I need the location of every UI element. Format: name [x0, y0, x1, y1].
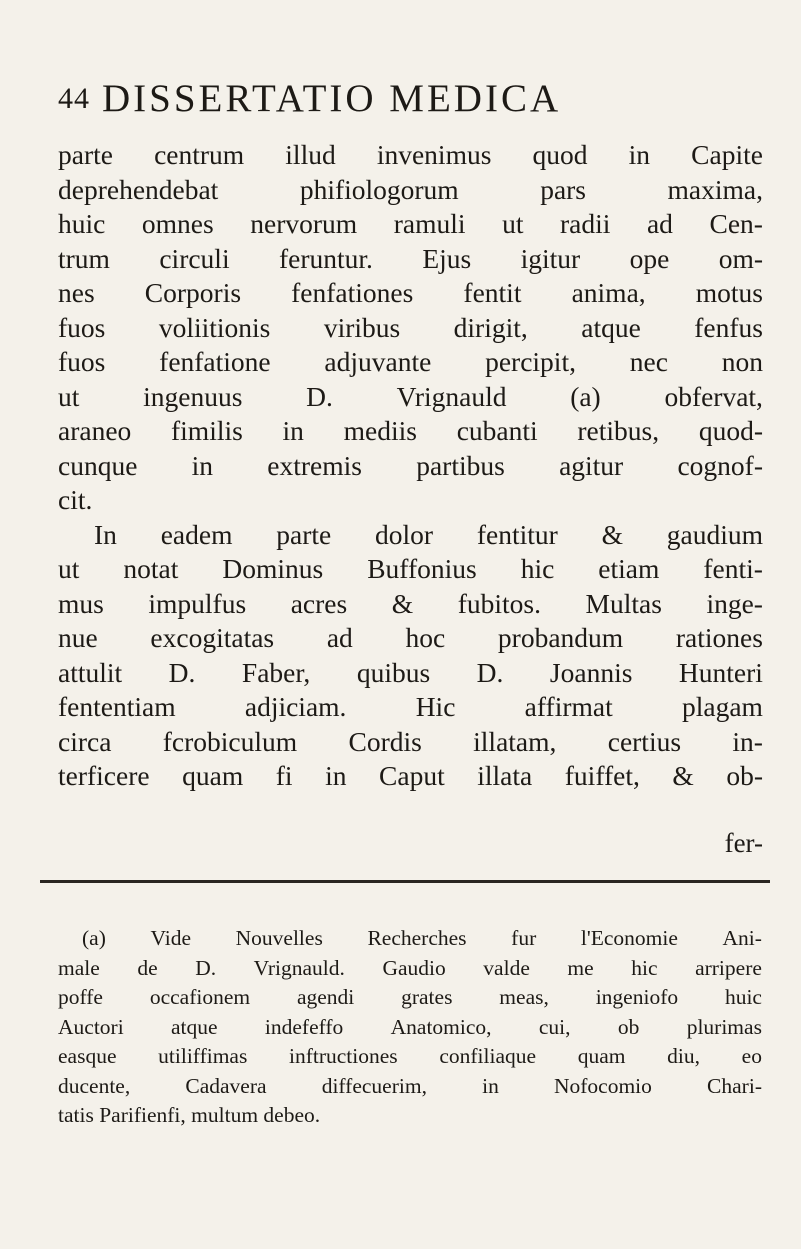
word: fenti- — [703, 553, 763, 584]
footnote-line — [58, 1042, 762, 1072]
word: fenfationes — [291, 277, 414, 308]
word: (a) — [570, 380, 601, 412]
word: Cordis — [348, 725, 422, 757]
word: percipit, — [485, 346, 576, 377]
word: deprehendebat — [58, 173, 219, 205]
word: indefeffo — [264, 1014, 344, 1039]
word: Faber, — [241, 656, 311, 688]
word: agitur — [559, 449, 624, 481]
word: dolor — [375, 518, 434, 550]
word: me — [567, 955, 594, 980]
word: mus — [58, 587, 104, 619]
footnote-line: tatis Parifienfi, multum debeo. — [58, 1103, 321, 1127]
word: circuli — [159, 242, 230, 274]
word: Anatomico, — [390, 1014, 492, 1039]
word: nue — [58, 622, 98, 653]
word: trum — [58, 242, 110, 274]
word: Vrignauld. — [253, 955, 345, 980]
word: D. — [306, 380, 333, 412]
word: & — [391, 587, 414, 619]
word: plagam — [682, 691, 763, 722]
footnote-line — [58, 1013, 762, 1043]
word: ad — [326, 622, 353, 653]
word: notat — [123, 553, 179, 584]
word: affirmat — [524, 691, 613, 722]
word: acres — [290, 587, 348, 619]
word: D. — [195, 955, 217, 980]
word: quam — [577, 1044, 626, 1068]
word: Gaudio — [382, 955, 446, 980]
word: ut — [502, 208, 524, 239]
word: Capite — [691, 139, 763, 170]
text-line — [58, 414, 763, 449]
word: motus — [695, 277, 763, 308]
word: parte — [58, 139, 113, 170]
text-line — [58, 449, 763, 484]
word: Vide — [150, 926, 192, 950]
word: & — [672, 760, 694, 791]
word: in — [482, 1073, 499, 1098]
word: & — [601, 518, 623, 550]
word: invenimus — [376, 139, 492, 170]
word: fuos — [58, 311, 106, 343]
word: meas, — [499, 985, 549, 1009]
word: D. — [168, 656, 196, 688]
text-line — [58, 518, 763, 553]
word: phifiologorum — [299, 173, 459, 205]
word: huic — [58, 208, 106, 239]
word: nec — [629, 346, 668, 377]
word: l'Economie — [580, 926, 678, 950]
word: confiliaque — [439, 1044, 537, 1068]
word: adjiciam. — [244, 691, 347, 722]
word: adjuvante — [324, 346, 432, 377]
word: maxima, — [667, 173, 763, 205]
page-header — [58, 76, 758, 122]
word: cui, — [538, 1014, 571, 1039]
word: arripere — [695, 955, 762, 980]
word: de — [137, 955, 158, 980]
word: eadem — [160, 518, 233, 550]
text-line — [58, 138, 763, 173]
word: rationes — [675, 622, 763, 653]
text-line: cit. — [58, 484, 93, 515]
word: in — [628, 139, 651, 170]
word: ducente, — [58, 1073, 131, 1098]
text-line — [58, 759, 763, 794]
text-line — [58, 552, 763, 587]
word: pars — [540, 173, 587, 205]
footnote-rule — [40, 880, 770, 883]
word: Dominus — [222, 553, 324, 584]
word: om- — [718, 242, 763, 274]
word: diu, — [667, 1044, 700, 1068]
word: Cen- — [709, 208, 763, 239]
word: easque — [58, 1044, 117, 1068]
footnote-line — [58, 983, 762, 1013]
word: fubitos. — [457, 587, 541, 619]
text-line — [58, 242, 763, 277]
word: excogitatas — [150, 622, 275, 653]
word: Nofocomio — [553, 1073, 652, 1098]
text-line — [58, 276, 763, 311]
word: inftructiones — [289, 1044, 398, 1068]
footnote-line — [58, 924, 762, 954]
word: Caput — [379, 760, 445, 791]
word: voliitionis — [158, 311, 271, 343]
word: non — [721, 346, 763, 377]
word: Ejus — [422, 242, 472, 274]
word: diffecuerim, — [321, 1073, 427, 1098]
word: Buffonius — [367, 553, 477, 584]
word: Nouvelles — [235, 926, 323, 950]
word: valde — [483, 955, 530, 980]
word: (a) — [82, 926, 106, 950]
word: ob — [617, 1014, 640, 1039]
word: fi — [275, 760, 293, 791]
footnote-line — [58, 1072, 762, 1102]
word: illud — [285, 139, 336, 170]
word: cunque — [58, 449, 138, 481]
word: feruntur. — [278, 242, 373, 274]
word: Corporis — [144, 277, 242, 308]
text-line — [58, 207, 763, 242]
word: in — [282, 415, 304, 446]
word: utiliffimas — [158, 1044, 248, 1068]
word: in — [325, 760, 347, 791]
word: cognof- — [677, 449, 763, 481]
page-number: 44 — [58, 82, 90, 115]
word: Recherches — [367, 926, 467, 950]
word: inge- — [706, 587, 763, 619]
word: quam — [182, 760, 244, 791]
word: partibus — [416, 449, 505, 481]
word: quod — [532, 139, 588, 170]
footnote — [58, 924, 762, 1131]
word: male — [58, 955, 100, 980]
word: fentitur — [476, 518, 558, 550]
word: probandum — [497, 622, 624, 653]
footnote-line — [58, 954, 762, 984]
word: radii — [560, 208, 611, 239]
word: occafionem — [149, 985, 251, 1009]
word: omnes — [141, 208, 214, 239]
running-title: DISSERTATIO MEDICA — [102, 77, 562, 120]
word: Hunteri — [678, 656, 763, 688]
word: quod- — [698, 415, 763, 446]
word: obfervat, — [664, 380, 763, 412]
word: In — [94, 518, 117, 550]
word: poffe — [58, 985, 103, 1009]
word: ut — [58, 553, 80, 584]
word: terficere — [58, 760, 150, 791]
word: gaudium — [666, 518, 763, 550]
word: igitur — [520, 242, 581, 274]
word: in — [191, 449, 214, 481]
word: parte — [276, 518, 332, 550]
word: ope — [629, 242, 670, 274]
word: centrum — [154, 139, 245, 170]
word: fur — [511, 926, 537, 950]
word: ingeniofo — [595, 985, 679, 1009]
word: ob- — [726, 760, 763, 791]
word: anima, — [571, 277, 646, 308]
word: ad — [646, 208, 673, 239]
word: attulit — [58, 656, 123, 688]
word: fuiffet, — [564, 760, 640, 791]
word: nervorum — [250, 208, 358, 239]
word: in- — [732, 725, 763, 757]
word: ut — [58, 380, 80, 412]
text-line — [58, 587, 763, 622]
word: ingenuus — [143, 380, 243, 412]
word: quibus — [356, 656, 431, 688]
word: Ani- — [722, 926, 762, 950]
word: Joannis — [549, 656, 633, 688]
word: retibus, — [577, 415, 660, 446]
word: fentit — [463, 277, 522, 308]
word: hic — [631, 955, 658, 980]
word: agendi — [296, 985, 355, 1009]
word: D. — [476, 656, 504, 688]
text-line — [58, 380, 763, 415]
word: Hic — [415, 691, 456, 722]
word: impulfus — [148, 587, 247, 619]
word: fuos — [58, 346, 106, 377]
word: Chari- — [707, 1073, 762, 1098]
word: huic — [724, 985, 762, 1009]
word: Multas — [585, 587, 662, 619]
word: nes — [58, 277, 95, 308]
word: etiam — [598, 553, 660, 584]
text-line — [58, 173, 763, 208]
word: extremis — [267, 449, 362, 481]
word: fententiam — [58, 691, 176, 722]
word: ramuli — [393, 208, 466, 239]
word: hoc — [405, 622, 446, 653]
word: dirigit, — [453, 311, 528, 343]
main-text — [58, 138, 763, 794]
word: Vrignauld — [396, 380, 507, 412]
word: grates — [401, 985, 453, 1009]
word: illata — [477, 760, 533, 791]
text-line — [58, 621, 763, 656]
text-line — [58, 345, 763, 380]
word: hic — [520, 553, 555, 584]
word: fenfus — [694, 311, 763, 343]
text-line — [58, 725, 763, 760]
text-line — [58, 311, 763, 346]
word: Auctori — [58, 1014, 124, 1039]
text-line — [58, 690, 763, 725]
word: Cadavera — [185, 1073, 267, 1098]
word: viribus — [323, 311, 401, 343]
word: eo — [741, 1044, 762, 1068]
word: araneo — [58, 415, 132, 446]
word: fenfatione — [159, 346, 271, 377]
word: illatam, — [473, 725, 557, 757]
word: plurimas — [686, 1014, 762, 1039]
word: mediis — [343, 415, 417, 446]
word: fcrobiculum — [162, 725, 298, 757]
word: cubanti — [456, 415, 538, 446]
word: atque — [171, 1014, 218, 1039]
word: certius — [607, 725, 682, 757]
word: atque — [581, 311, 641, 343]
text-line — [58, 656, 763, 691]
word: fimilis — [171, 415, 243, 446]
word: circa — [58, 725, 112, 757]
catchword: fer- — [724, 828, 763, 858]
